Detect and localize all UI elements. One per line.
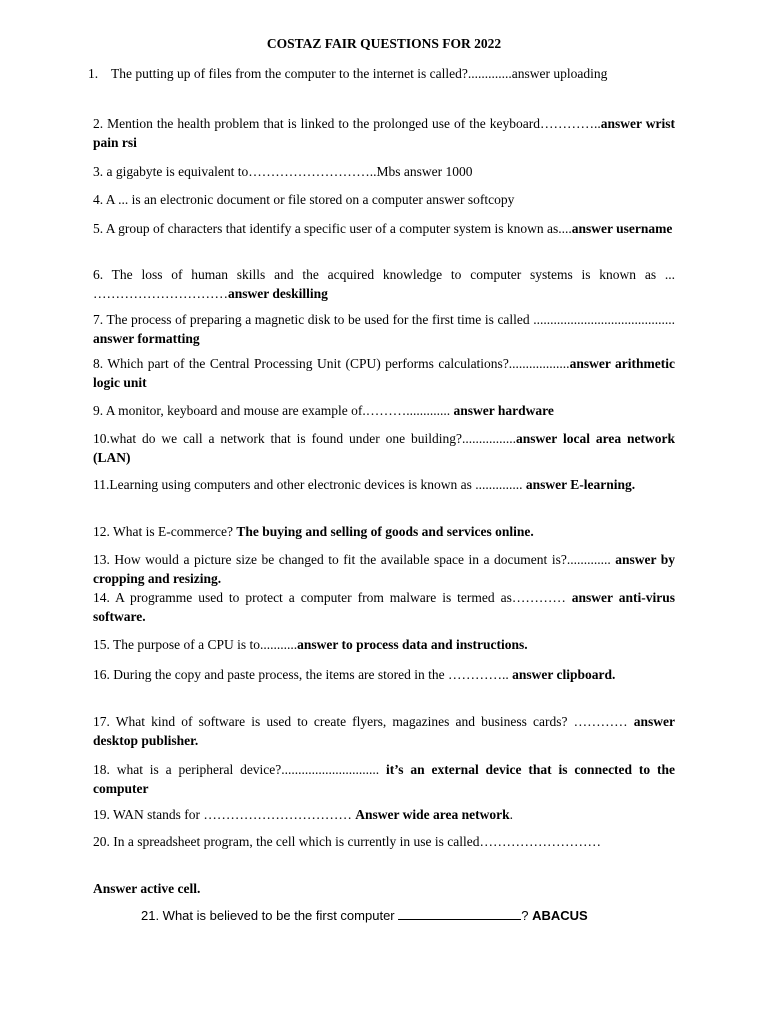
- question-1: [88, 64, 675, 83]
- question-text: 16. During the copy and paste process, the items are stored in the …………..: [93, 667, 513, 682]
- question-text: The putting up of files from the computer to the internet is called?.............answer uploading: [111, 66, 608, 81]
- question-answer: it’s an external device that is connected to the computer: [93, 762, 675, 796]
- question-9: [93, 401, 675, 420]
- question-20-answer: [93, 879, 675, 898]
- question-punctuation: .: [509, 807, 513, 822]
- question-answer: The buying and selling of goods and services online.: [236, 524, 534, 539]
- question-2: [93, 114, 675, 152]
- question-4: [93, 190, 675, 209]
- question-number: 1.: [88, 66, 99, 81]
- question-6: [93, 265, 675, 303]
- question-text: 15. The purpose of a CPU is to...........: [93, 637, 298, 652]
- question-answer: answer anti-virus software.: [93, 590, 675, 624]
- question-19: [93, 805, 675, 824]
- question-text: 19. WAN stands for ……………………………: [93, 807, 356, 822]
- question-10: [93, 429, 675, 467]
- question-17: [93, 712, 675, 750]
- question-answer: Answer active cell.: [93, 881, 201, 896]
- question-3: [93, 162, 675, 181]
- question-text: 4. A ... is an electronic document or file stored on a computer answer softcopy: [93, 192, 515, 207]
- question-text: 6. The loss of human skills and the acquired knowledge to computer systems is known as ... …………………………: [93, 267, 675, 301]
- question-21: [141, 906, 661, 925]
- question-answer: answer formatting: [93, 331, 200, 346]
- question-text: 17. What kind of software is used to create flyers, magazines and business cards? …………: [93, 714, 634, 729]
- question-answer: Answer wide area network: [355, 807, 510, 822]
- question-text: 5. A group of characters that identify a specific user of a computer system is known as....: [93, 221, 572, 236]
- question-8: [93, 354, 675, 392]
- question-text: 12. What is E-commerce?: [93, 524, 237, 539]
- question-answer: answer clipboard.: [512, 667, 616, 682]
- question-answer: ABACUS: [532, 908, 588, 923]
- question-answer: answer wrist pain rsi: [93, 116, 675, 150]
- question-text: 18. what is a peripheral device?.............................: [93, 762, 387, 777]
- question-text: 3. a gigabyte is equivalent to………………………..Mbs answer 1000: [93, 164, 473, 179]
- question-answer: answer username: [571, 221, 673, 236]
- question-text: 14. A programme used to protect a computer from malware is termed as…………: [93, 590, 572, 605]
- question-18: [93, 760, 675, 798]
- question-answer: answer arithmetic logic unit: [93, 356, 675, 390]
- question-text: 13. How would a picture size be changed to fit the available space in a document is?.............: [93, 552, 616, 567]
- page-title: COSTAZ FAIR QUESTIONS FOR 2022: [266, 36, 502, 51]
- question-answer: answer by cropping and resizing.: [93, 552, 675, 586]
- question-5: [93, 219, 675, 238]
- question-answer: answer E-learning.: [525, 477, 636, 492]
- question-text: 7. The process of preparing a magnetic disk to be used for the first time is called ..........................................: [93, 312, 675, 327]
- question-text: 8. Which part of the Central Processing Unit (CPU) performs calculations?..................: [93, 356, 570, 371]
- question-text: 20. In a spreadsheet program, the cell which is currently in use is called………………………: [93, 834, 601, 849]
- question-text: 11.Learning using computers and other electronic devices is known as ..............: [93, 477, 526, 492]
- question-text: 10.what do we call a network that is found under one building?................: [93, 431, 517, 446]
- question-text: 21. What is believed to be the first computer: [141, 908, 399, 923]
- question-answer: answer desktop publisher.: [93, 714, 675, 748]
- question-16: [93, 665, 675, 684]
- question-11: [93, 475, 675, 494]
- question-text: 9. A monitor, keyboard and mouse are example of.……….............: [93, 403, 454, 418]
- question-punctuation: ?: [521, 908, 533, 923]
- question-answer: answer hardware: [453, 403, 554, 418]
- question-answer: answer local area network (LAN): [93, 431, 676, 465]
- question-14: [93, 588, 675, 626]
- question-20: [93, 832, 675, 851]
- question-text: 2. Mention the health problem that is linked to the prolonged use of the keyboard…………..: [93, 116, 601, 131]
- question-answer: answer to process data and instructions.: [297, 637, 528, 652]
- answer-blank-line: [398, 907, 521, 920]
- question-15: [93, 635, 675, 654]
- question-13: [93, 550, 675, 588]
- question-12: [93, 522, 675, 541]
- question-answer: answer deskilling: [228, 286, 328, 301]
- question-7: [93, 310, 675, 348]
